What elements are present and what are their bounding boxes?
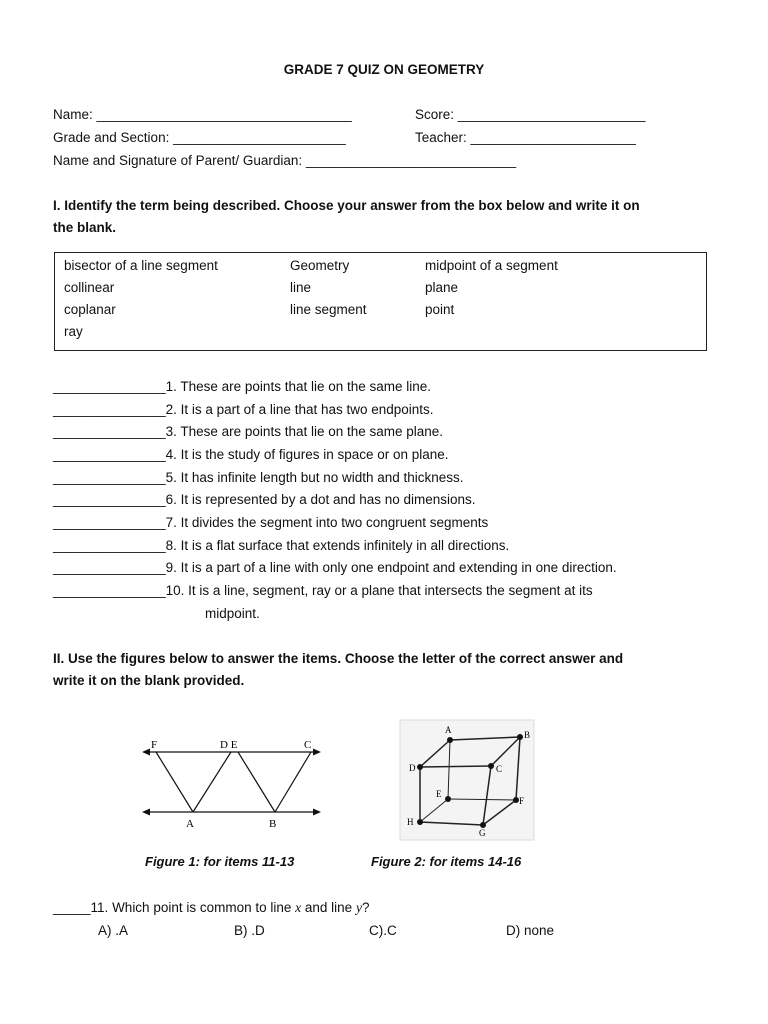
grade-section-field[interactable]: Grade and Section: _______________________: [53, 130, 346, 145]
word-box-term: midpoint of a segment: [425, 258, 558, 273]
word-box-term: collinear: [64, 280, 115, 295]
quiz-item-5[interactable]: _______________5. It has infinite length but no width and thickness.: [53, 470, 464, 485]
word-box-term: coplanar: [64, 302, 116, 317]
line-x-arrow-right: [313, 749, 321, 756]
quiz-item-6[interactable]: _______________6. It is represented by a dot and has no dimensions.: [53, 492, 476, 507]
vertex-H: [417, 819, 423, 825]
question-11-text-before: 11. Which point is common to line: [90, 900, 296, 915]
word-box-term: line segment: [290, 302, 367, 317]
label-A: A: [445, 725, 452, 735]
variable-x: x: [295, 900, 302, 915]
edge-CD: [420, 766, 491, 767]
segment-AD: [193, 752, 231, 812]
word-box-term: bisector of a line segment: [64, 258, 218, 273]
label-D: D: [409, 763, 416, 773]
quiz-item-7[interactable]: _______________7. It divides the segment into two congruent segments: [53, 515, 489, 530]
word-box-term: point: [425, 302, 455, 317]
question-11-blank[interactable]: _____: [53, 900, 91, 915]
label-B: B: [524, 730, 531, 740]
figure-2-caption: Figure 2: for items 14-16: [371, 854, 522, 869]
word-box-term: plane: [425, 280, 459, 295]
quiz-item-4[interactable]: _______________4. It is the study of figures in space or on plane.: [53, 447, 449, 462]
choice-a[interactable]: A) .A: [98, 923, 129, 938]
label-E: E: [436, 789, 442, 799]
choice-d[interactable]: D) none: [506, 923, 555, 938]
vertex-A: [447, 737, 453, 743]
vertex-C: [488, 763, 494, 769]
line-y-arrow-left: [142, 809, 150, 816]
part2-instructions-line2: write it on the blank provided.: [53, 673, 245, 688]
line-x-arrow-left: [142, 749, 150, 756]
part1-instructions-line1: I. Identify the term being described. Choose your answer from the box below and write it on: [53, 198, 640, 213]
quiz-item-10[interactable]: _______________10. It is a line, segment, ray or a plane that intersects the segment at its: [53, 583, 593, 598]
quiz-item-8[interactable]: _______________8. It is a flat surface that extends infinitely in all directions.: [53, 538, 510, 553]
quiz-item-9[interactable]: _______________9. It is a part of a line with only one endpoint and extending in one direction.: [53, 560, 617, 575]
vertex-D: [417, 764, 423, 770]
word-box: [54, 252, 707, 351]
quiz-item-2[interactable]: _______________2. It is a part of a line that has two endpoints.: [53, 402, 434, 417]
vertex-E: [445, 796, 451, 802]
label-A: A: [186, 818, 194, 830]
choice-c[interactable]: C).C: [369, 923, 397, 938]
page-title: GRADE 7 QUIZ ON GEOMETRY: [283, 62, 485, 77]
quiz-item-10-continuation: midpoint.: [205, 606, 260, 621]
parent-signature-field[interactable]: Name and Signature of Parent/ Guardian: ____________________________: [53, 153, 517, 168]
question-11[interactable]: [53, 900, 369, 916]
variable-y: y: [355, 900, 362, 915]
figure-1-caption: Figure 1: for items 11-13: [145, 854, 295, 869]
teacher-field[interactable]: Teacher: ______________________: [415, 130, 636, 145]
label-C: C: [304, 739, 312, 751]
score-field[interactable]: Score: _________________________: [415, 107, 646, 122]
part1-instructions-line2: the blank.: [53, 220, 117, 235]
vertex-B: [517, 734, 523, 740]
question-11-text-middle: and line: [301, 900, 356, 915]
label-B: B: [269, 818, 277, 830]
quiz-item-3[interactable]: _______________3. These are points that lie on the same plane.: [53, 424, 444, 439]
label-F: F: [519, 796, 525, 806]
label-G: G: [479, 828, 486, 838]
segment-FA: [156, 752, 193, 812]
line-y-arrow-right: [313, 809, 321, 816]
label-DE: D E: [220, 739, 238, 751]
question-11-text-after: ?: [361, 900, 370, 915]
segment-EB: [238, 752, 275, 812]
word-box-term: Geometry: [290, 258, 350, 273]
part2-instructions-line1: II. Use the figures below to answer the items. Choose the letter of the correct answer and: [53, 651, 624, 666]
label-F: F: [151, 739, 158, 751]
name-field[interactable]: Name: __________________________________: [53, 107, 352, 122]
figure-2-cube: [398, 718, 538, 843]
word-box-term: line: [290, 280, 312, 295]
choice-b[interactable]: B) .D: [234, 923, 265, 938]
label-C: C: [496, 764, 503, 774]
quiz-item-1[interactable]: _______________1. These are points that lie on the same line.: [53, 379, 432, 394]
word-box-term: ray: [64, 324, 83, 339]
segment-BC: [275, 752, 311, 812]
figure-1-parallel-lines: [140, 735, 330, 830]
label-H: H: [407, 817, 414, 827]
